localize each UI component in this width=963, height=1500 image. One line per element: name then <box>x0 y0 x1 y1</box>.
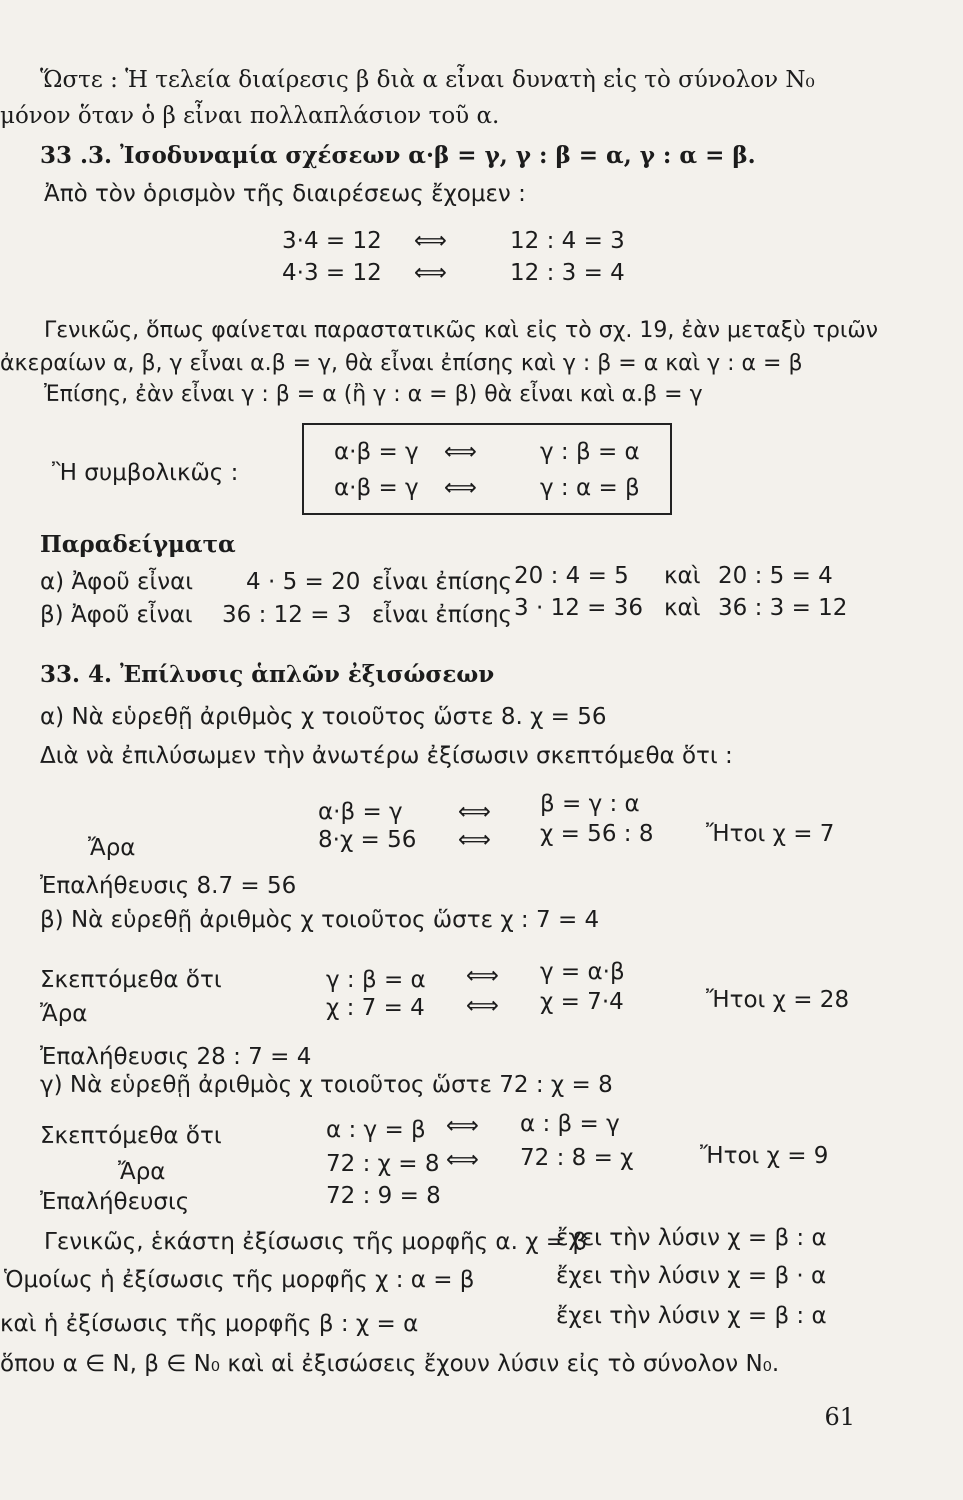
part-b-line: β) Νὰ εὑρεθῇ ἀριθμὸς χ τοιοῦτος ὥστε χ : 7 = 4 <box>40 907 600 933</box>
arrow-icon: ⟺ <box>466 963 499 989</box>
arrow-icon: ⟺ <box>446 1147 479 1173</box>
example-a-eq: 4 · 5 = 20 <box>246 569 361 595</box>
part-b-check: Ἐπαλήθευσις 28 : 7 = 4 <box>40 1044 312 1070</box>
general-line-1: Γενικῶς, ὅπως φαίνεται παραστατικῶς καὶ εἰς τὸ σχ. 19, ἐὰν μεταξὺ τριῶν <box>44 318 879 343</box>
part-c-row2-right: 72 : 8 = χ <box>520 1145 634 1171</box>
example-b-eq2: 3 · 12 = 36 <box>514 595 643 621</box>
part-a-check: Ἐπαλήθευσις 8.7 = 56 <box>40 873 297 899</box>
part-b-row1-right: γ = α·β <box>540 959 625 985</box>
example-b-eq: 36 : 12 = 3 <box>222 602 352 628</box>
intro-line-2: μόνον ὅταν ὁ β εἶναι πολλαπλάσιον τοῦ α. <box>0 103 500 129</box>
part-a-result: Ἤτοι χ = 7 <box>706 821 835 847</box>
eq1-left: 3·4 = 12 <box>282 228 382 254</box>
example-b-label: β) Ἀφοῦ εἶναι <box>40 602 193 628</box>
box-row1-left: α·β = γ <box>334 439 419 465</box>
general-form-2-solution: ἔχει τὴν λύσιν χ = β · α <box>556 1263 827 1289</box>
part-a-ara: Ἄρα <box>88 835 136 861</box>
part-c-check-label: Ἐπαλήθευσις <box>40 1189 190 1215</box>
section-33-4-heading: 33. 4. Ἐπίλυσις ἁπλῶν ἐξισώσεων <box>40 661 495 688</box>
part-b-row2-left: χ : 7 = 4 <box>326 995 425 1021</box>
part-c-check-eq: 72 : 9 = 8 <box>326 1183 441 1209</box>
part-c-think: Σκεπτόμεθα ὅτι <box>40 1123 222 1149</box>
general-line-2: ἀκεραίων α, β, γ εἶναι α.β = γ, θὰ εἶναι ἐπίσης καὶ γ : β = α καὶ γ : α = β <box>0 351 803 376</box>
example-a-eq2: 20 : 4 = 5 <box>514 563 629 589</box>
part-b-row1-left: γ : β = α <box>326 967 426 993</box>
example-a-mid: εἶναι ἐπίσης <box>372 569 513 595</box>
arrow-icon: ⟺ <box>446 1113 479 1139</box>
example-a-kai: καὶ <box>664 563 701 589</box>
example-b-eq3: 36 : 3 = 12 <box>718 595 848 621</box>
part-b-result: Ἤτοι χ = 28 <box>706 987 850 1013</box>
part-c-row2-left: 72 : χ = 8 <box>326 1151 440 1177</box>
part-c-row1-right: α : β = γ <box>520 1111 620 1137</box>
part-a-row2-right: χ = 56 : 8 <box>540 821 654 847</box>
part-c-ara: Ἄρα <box>118 1159 166 1185</box>
part-b-ara: Ἄρα <box>40 1001 88 1027</box>
box-row1-right: γ : β = α <box>540 439 640 465</box>
part-a-line: α) Νὰ εὑρεθῇ ἀριθμὸς χ τοιοῦτος ὥστε 8. χ = 56 <box>40 704 607 730</box>
general-form-2: Ὁμοίως ἡ ἐξίσωσις τῆς μορφῆς χ : α = β <box>4 1267 475 1293</box>
symbolic-label: Ἢ συμβολικῶς : <box>52 460 239 486</box>
arrow-icon: ⟺ <box>458 799 491 825</box>
part-a-row1-left: α·β = γ <box>318 799 403 825</box>
part-c-line: γ) Νὰ εὑρεθῇ ἀριθμὸς χ τοιοῦτος ὥστε 72 : χ = 8 <box>40 1072 613 1098</box>
arrow-icon: ⟺ <box>444 475 477 501</box>
part-a-intro: Διὰ νὰ ἐπιλύσωμεν τὴν ἀνωτέρω ἐξίσωσιν σκεπτόμεθα ὅτι : <box>40 743 733 769</box>
eq2-right: 12 : 3 = 4 <box>510 260 625 286</box>
arrow-icon: ⟺ <box>414 228 447 254</box>
final-line: ὅπου α ∈ N, β ∈ N₀ καὶ αἱ ἐξισώσεις ἔχουν λύσιν εἰς τὸ σύνολον N₀. <box>0 1351 780 1377</box>
arrow-icon: ⟺ <box>444 439 477 465</box>
arrow-icon: ⟺ <box>466 993 499 1019</box>
part-c-row1-left: α : γ = β <box>326 1117 426 1143</box>
part-a-row1-right: β = γ : α <box>540 791 640 817</box>
example-a-eq3: 20 : 5 = 4 <box>718 563 833 589</box>
arrow-icon: ⟺ <box>414 260 447 286</box>
box-row2-right: γ : α = β <box>540 475 640 501</box>
example-b-kai: καὶ <box>664 595 701 621</box>
definition-line: Ἀπὸ τὸν ὁρισμὸν τῆς διαιρέσεως ἔχομεν : <box>44 181 526 207</box>
part-b-row2-right: χ = 7·4 <box>540 989 624 1015</box>
general-form-1-solution: ἔχει τὴν λύσιν χ = β : α <box>556 1225 827 1251</box>
page-number: 61 <box>824 1403 855 1431</box>
part-b-think: Σκεπτόμεθα ὅτι <box>40 967 222 993</box>
general-line-3: Ἐπίσης, ἐὰν εἶναι γ : β = α (ἢ γ : α = β) θὰ εἶναι καὶ α.β = γ <box>44 382 703 407</box>
examples-heading: Παραδείγματα <box>40 531 236 558</box>
part-a-row2-left: 8·χ = 56 <box>318 827 417 853</box>
general-form-3: καὶ ἡ ἐξίσωσις τῆς μορφῆς β : χ = α <box>0 1311 419 1337</box>
eq2-left: 4·3 = 12 <box>282 260 382 286</box>
example-a-label: α) Ἀφοῦ εἶναι <box>40 569 194 595</box>
arrow-icon: ⟺ <box>458 827 491 853</box>
eq1-right: 12 : 4 = 3 <box>510 228 625 254</box>
example-b-mid: εἶναι ἐπίσης <box>372 602 513 628</box>
part-c-result: Ἤτοι χ = 9 <box>700 1143 829 1169</box>
section-33-3-heading: 33 .3. Ἰσοδυναμία σχέσεων α·β = γ, γ : β = α, γ : α = β. <box>40 142 756 169</box>
intro-line-1: Ὥστε : Ἡ τελεία διαίρεσις β διὰ α εἶναι δυνατὴ εἰς τὸ σύνολον N₀ <box>40 67 815 93</box>
general-form-3-solution: ἔχει τὴν λύσιν χ = β : α <box>556 1303 827 1329</box>
general-form-1: Γενικῶς, ἑκάστη ἐξίσωσις τῆς μορφῆς α. χ = β <box>44 1229 588 1255</box>
box-row2-left: α·β = γ <box>334 475 419 501</box>
